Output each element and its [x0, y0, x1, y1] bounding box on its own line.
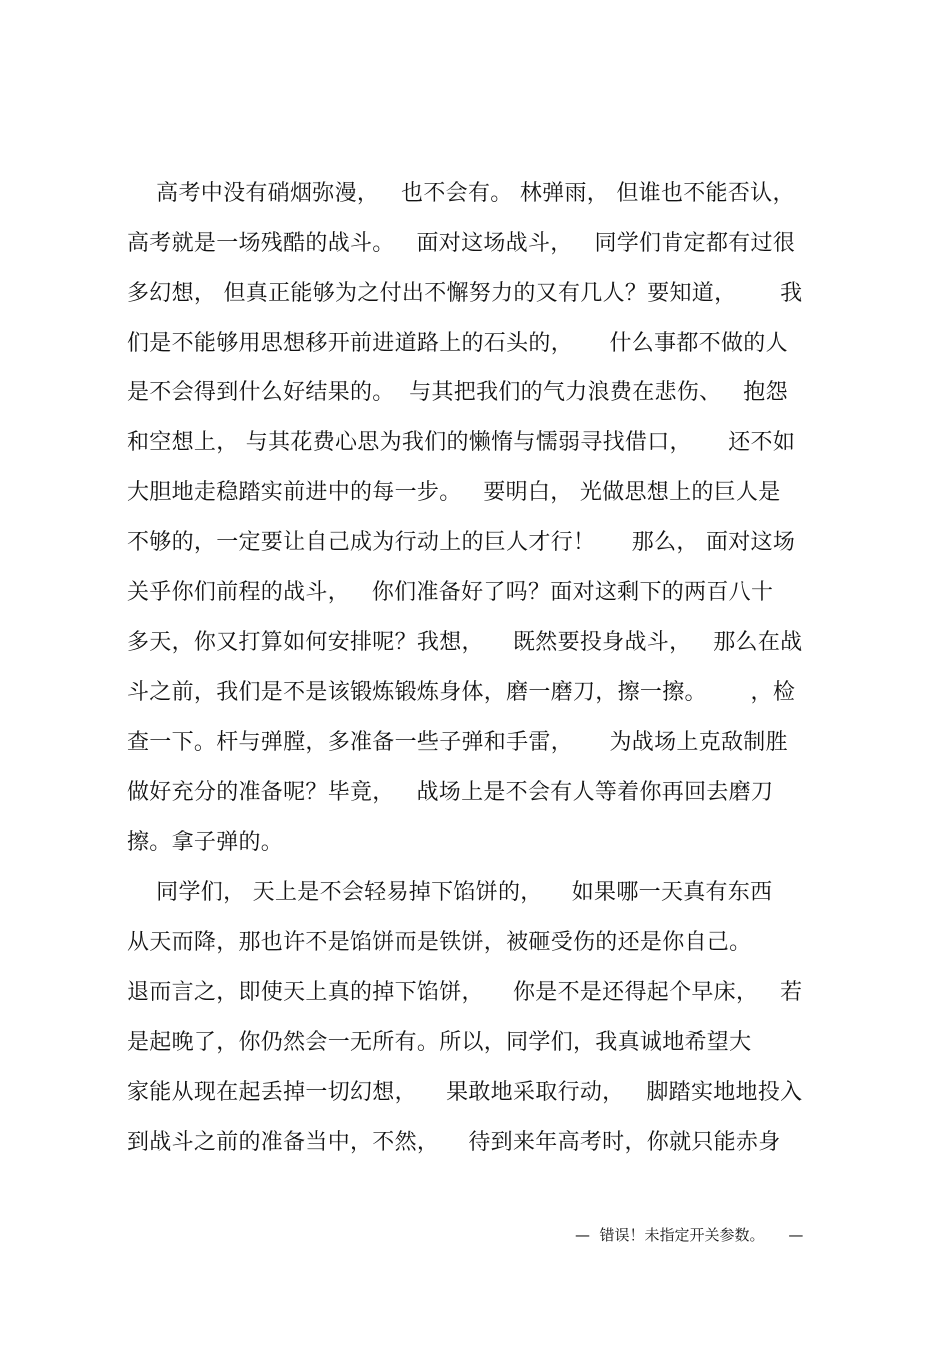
text-line: 斗之前，我们是不是该锻炼锻炼身体，磨一磨刀，擦一擦。 ，检: [127, 680, 796, 705]
text-line: 退而言之，即使天上真的掉下馅饼， 你是不是还得起个早床， 若: [127, 980, 803, 1005]
text-line: 们是不能够用思想移开前进道路上的石头的， 什么事都不做的人: [127, 331, 788, 356]
text-line: 不够的，一定要让自己成为行动上的巨人才行！ 那么， 面对这场: [127, 530, 796, 555]
text-line: 多幻想， 但真正能够为之付出不懈努力的又有几人？要知道， 我: [127, 281, 803, 306]
text-line: 多天，你又打算如何安排呢？我想， 既然要投身战斗， 那么在战: [127, 630, 803, 655]
text-line: 查一下。杆与弹膛，多准备一些子弹和手雷， 为战场上克敌制胜: [127, 730, 788, 755]
text-line: 是起晚了，你仍然会一无所有。所以，同学们，我真诚地希望大: [127, 1030, 752, 1055]
text-line: 做好充分的准备呢？毕竟， 战场上是不会有人等着你再回去磨刀: [127, 780, 774, 805]
text-line: 是不会得到什么好结果的。 与其把我们的气力浪费在悲伤、 抱怨: [127, 380, 788, 405]
text-line: 高考中没有硝烟弥漫， 也不会有。 林弹雨， 但谁也不能否认，: [127, 181, 795, 206]
text-line: 家能从现在起丢掉一切幻想， 果敢地采取行动， 脚踏实地地投入: [127, 1080, 803, 1105]
text-line: 到战斗之前的准备当中，不然， 待到来年高考时，你就只能赤身: [127, 1130, 781, 1155]
text-line: 高考就是一场残酷的战斗。 面对这场战斗， 同学们肯定都有过很: [127, 231, 796, 256]
text-line: 从天而降，那也许不是馅饼而是铁饼，被砸受伤的还是你自己。: [127, 930, 752, 955]
page-footer: — 错误！未指定开关参数。 —: [575, 1226, 804, 1244]
text-line: 大胆地走稳踏实前进中的每一步。 要明白， 光做思想上的巨人是: [127, 480, 781, 505]
text-line: 擦。拿子弹的。: [127, 830, 284, 855]
text-line: 关乎你们前程的战斗， 你们准备好了吗？面对这剩下的两百八十: [127, 580, 774, 605]
text-line: 同学们， 天上是不会轻易掉下馅饼的， 如果哪一天真有东西: [127, 880, 773, 905]
text-line: 和空想上， 与其花费心思为我们的懒惰与懦弱寻找借口， 还不如: [127, 430, 796, 455]
